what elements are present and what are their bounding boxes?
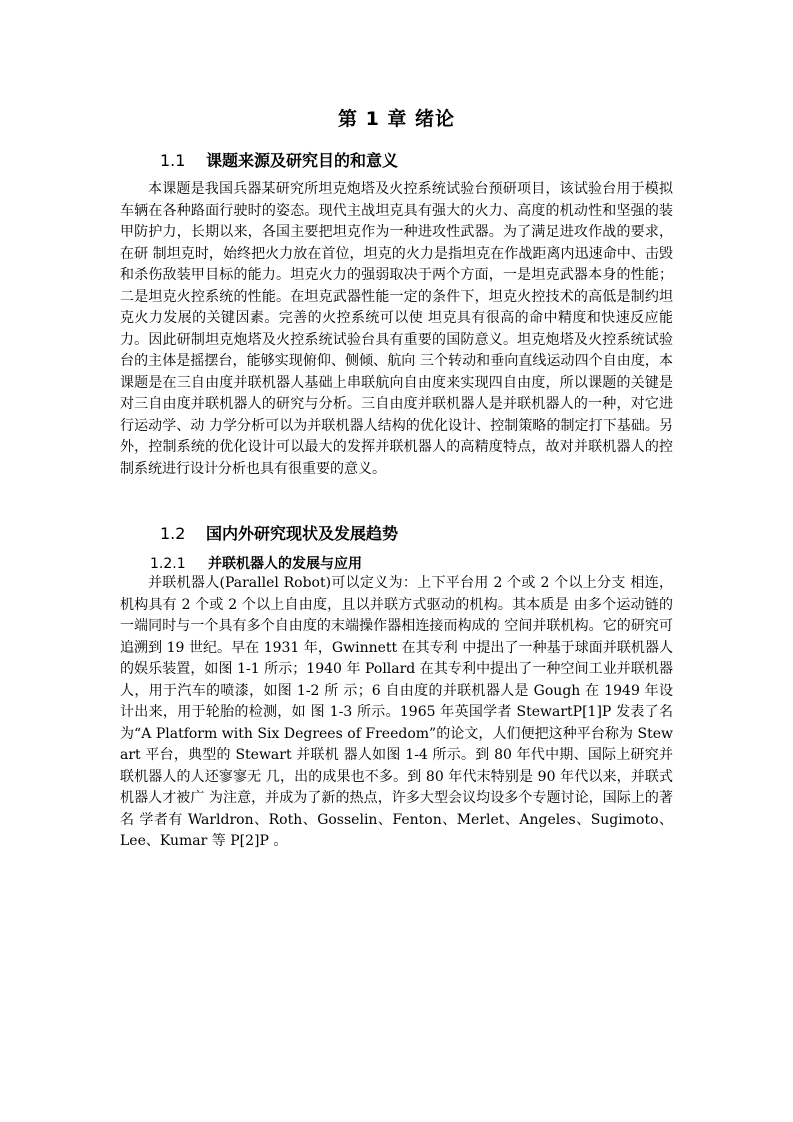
section-title: 课题来源及研究目的和意义 [206,151,399,170]
subsection-1-2-1-paragraph: 并联机器人(Parallel Robot)可以定义为：上下平台用 2 个或 2 个以上分支 相连，机构具有 2 个或 2 个以上自由度，且以并联方式驱动的机构。其本质是 由多个运动链的一端同时与一个具有多个自由度的末端操作器相连接而构成的 空间并联机构。它的研究可追溯到 19 世纪。早在 1931 年，Gwinnett 在其专利 中提出了一种基于球面并联机器人的娱乐装置，如图 1-1 所示；1940 年 Pollard 在其专利中提出了一种空间工业并联机器人，用于汽车的喷漆，如图 1-2 所 示；6 自由度的并联机器人是 Gough 在 1949 年设计出来，用于轮胎的检测，如 图 1-3 所示。1965 年英国学者 StewartP[1]P 发表了名为“A Platform with Six Degrees of Freedom”的论文，人们便把这种平台称为 Stewart 平台，典型的 Stewart 并联机 器人如图 1-4 所示。到 80 年代中期、国际上研究并联机器人的人还寥寥无 几，出的成果也不多。到 80 年代末特别是 90 年代以来，并联式机器人才被广 为注意，并成为了新的热点，许多大型会议均设多个专题讨论，国际上的著名 学者有 Warldron、Roth、Gosselin、Fenton、Merlet、Angeles、Sugimoto、 Lee、Kumar 等 P[2]P 。 [120,575,673,849]
section-title: 国内外研究现状及发展趋势 [206,524,399,543]
subsection-title: 并联机器人的发展与应用 [208,556,362,572]
chapter-title: 第 1 章 绪论 [337,108,456,130]
section-heading-1-2 [160,521,398,544]
subsection-heading-1-2-1 [150,553,362,573]
section-1-1-paragraph: 本课题是我国兵器某研究所坦克炮塔及火控系统试验台预研项目，该试验台用于模拟车辆在各种路面行驶时的姿态。现代主战坦克具有强大的火力、高度的机动性和坚强的装甲防护力，长期以来，各国主要把坦克作为一种进攻性武器。为了满足进攻作战的要求，在研 制坦克时，始终把火力放在首位，坦克的火力是指坦克在作战距离内迅速命中、击毁和杀伤敌装甲目标的能力。坦克火力的强弱取决于两个方面，一是坦克武器本身的性能；二是坦克火控系统的性能。在坦克武器性能一定的条件下，坦克火控技术的高低是制约坦克火力发展的关键因素。完善的火控系统可以使 坦克具有很高的命中精度和快速反应能力。因此研制坦克炮塔及火控系统试验台具有重要的国防意义。坦克炮塔及火控系统试验台的主体是摇摆台，能够实现俯仰、侧倾、航向 三个转动和垂向直线运动四个自由度，本课题是在三自由度并联机器人基础上串联航向自由度来实现四自由度，所以课题的关键是对三自由度并联机器人的研究与分析。三自由度并联机器人是并联机器人的一种，对它进行运动学、动 力学分析可以为并联机器人结构的优化设计、控制策略的制定打下基础。另外，控制系统的优化设计可以最大的发挥并联机器人的高精度特点，故对并联机器人的控制系统进行设计分析也具有很重要的意义。 [120,181,673,477]
section-number: 1.2 [160,524,186,543]
section-heading-1-1 [160,148,398,171]
section-number: 1.1 [160,151,186,170]
subsection-number: 1.2.1 [150,556,186,572]
